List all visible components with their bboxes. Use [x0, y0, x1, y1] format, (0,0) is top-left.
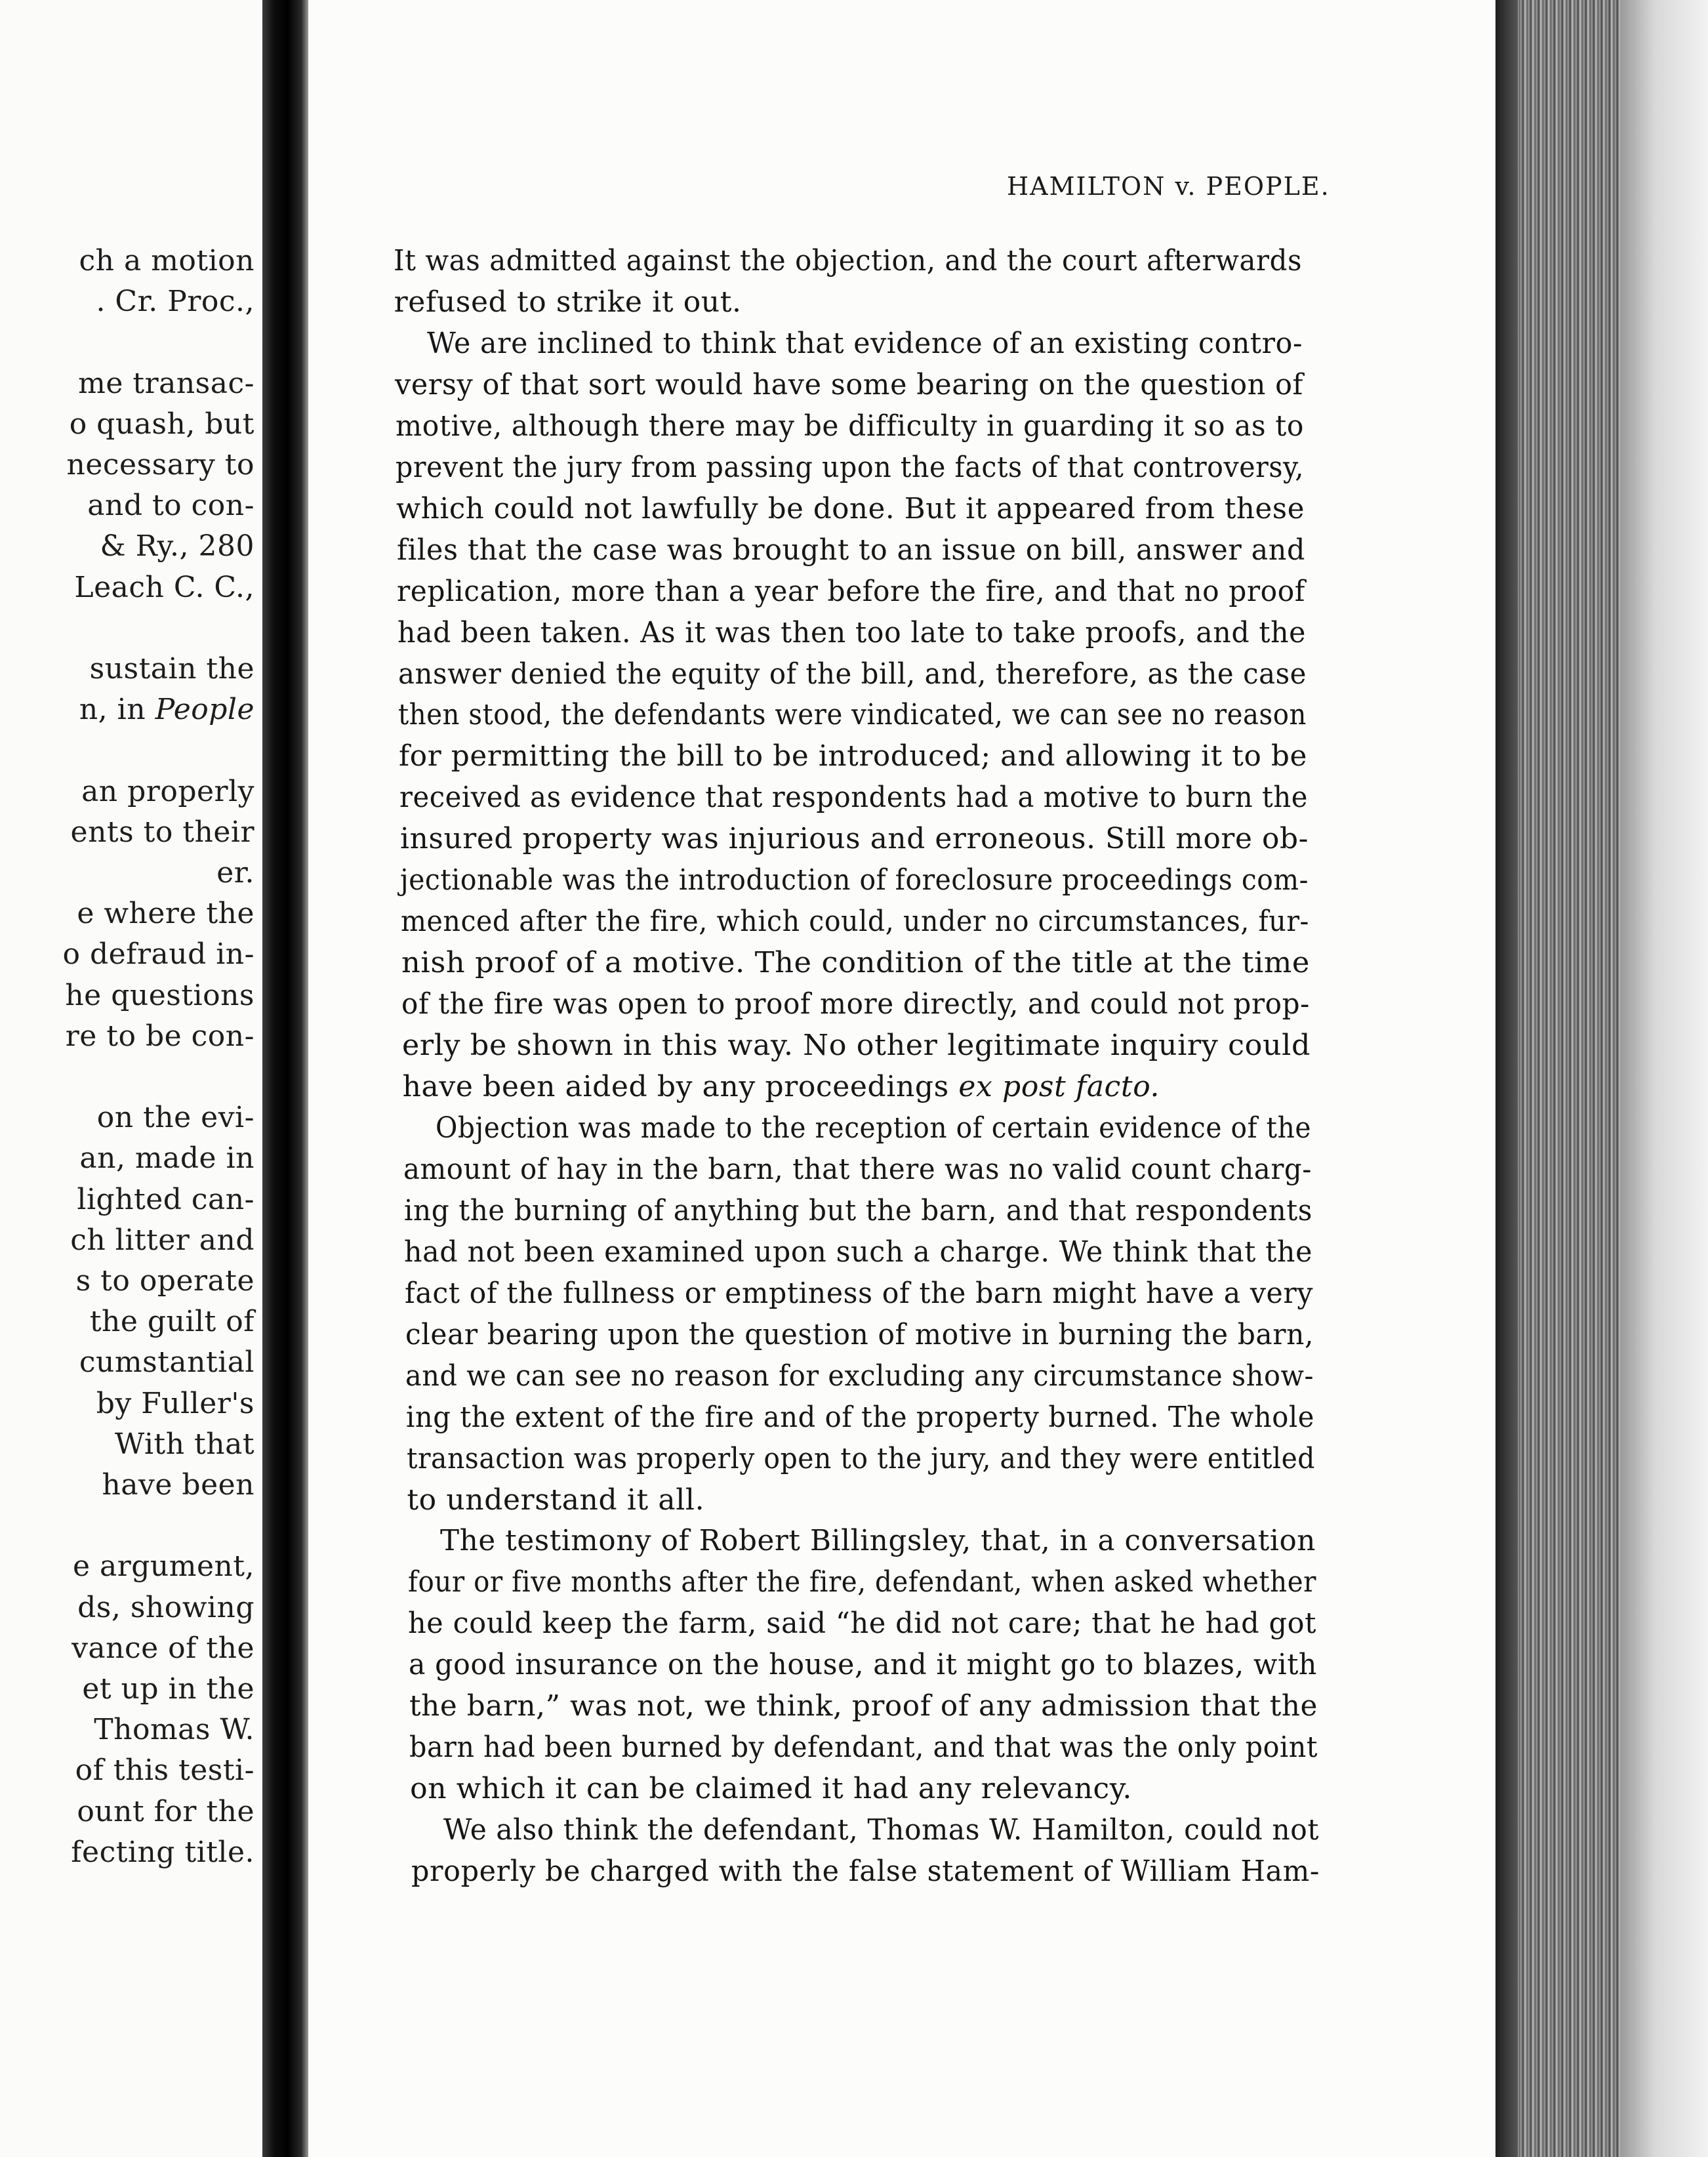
body-line: the barn,” was not, we think, proof of any admission that the: [409, 1689, 1318, 1723]
body-line: for permitting the bill to be introduced; and allowing it to be: [399, 739, 1308, 773]
body-line: nish proof of a motive. The condition of the title at the time: [401, 946, 1310, 980]
left-page-line: of this testi-: [75, 1754, 254, 1788]
left-page-line: fecting title.: [71, 1835, 254, 1869]
paragraph-first-line: We also think the defendant, Thomas W. Hamilton, could not: [443, 1813, 1319, 1847]
body-line: files that the case was brought to an issue on bill, answer and: [396, 533, 1305, 567]
body-line: received as evidence that respondents had a motive to burn the: [399, 781, 1308, 815]
left-page-line: o quash, but: [69, 407, 254, 441]
body-line: answer denied the equity of the bill, and, therefore, as the case: [397, 657, 1307, 691]
left-page-line: an properly: [81, 774, 254, 808]
left-page-line: o defraud in-: [62, 937, 254, 972]
page-edge-shadow: [1495, 0, 1518, 2157]
binding-gutter: [262, 0, 308, 2157]
body-line: amount of hay in the barn, that there was no valid count charg-: [403, 1152, 1312, 1186]
left-page-line: lighted can-: [77, 1182, 254, 1216]
left-page-line: et up in the: [82, 1672, 254, 1706]
body-line: menced after the fire, which could, under no circumstances, fur-: [400, 905, 1309, 939]
body-line: transaction was properly open to the jury, and they were entitled: [406, 1441, 1315, 1475]
left-page-line: & Ry., 280: [100, 529, 254, 564]
left-page-line: ch litter and: [70, 1223, 254, 1257]
left-page-line: Leach C. C.,: [74, 570, 254, 604]
body-line: versy of that sort would have some bearing on the question of: [395, 367, 1304, 401]
paragraph-first-line: We are inclined to think that evidence of an existing contro-: [427, 326, 1303, 360]
body-line: had been taken. As it was then too late to take proofs, and the: [397, 615, 1307, 649]
left-page-line: . Cr. Proc.,: [96, 285, 254, 319]
body-line: four or five months after the fire, defendant, when asked whether: [407, 1565, 1316, 1599]
body-line: had not been examined upon such a charge. We think that the: [404, 1235, 1313, 1269]
body-line: ing the extent of the fire and of the property burned. The whole: [406, 1400, 1315, 1434]
left-page-line: have been: [102, 1468, 254, 1502]
body-line: replication, more than a year before the fire, and that no proof: [397, 574, 1306, 608]
body-line: insured property was injurious and erroneous. Still more ob-: [399, 822, 1309, 856]
body-line: prevent the jury from passing upon the facts of that controversy,: [396, 450, 1305, 484]
body-line: and we can see no reason for excluding any circumstance show-: [405, 1359, 1314, 1393]
left-page-line: ents to their: [70, 815, 254, 849]
body-line: a good insurance on the house, and it might go to blazes, with: [409, 1648, 1318, 1682]
left-page-line: necessary to: [66, 448, 254, 482]
left-page-line: With that: [115, 1427, 254, 1461]
left-page-line: ch a motion: [79, 244, 254, 277]
body-line: properly be charged with the false statement of William Ham-: [411, 1855, 1320, 1889]
left-page-line: the guilt of: [89, 1305, 254, 1339]
left-page-line: s to operate: [75, 1264, 254, 1298]
body-line: clear bearing upon the question of motive in burning the barn,: [405, 1317, 1314, 1351]
main-page: [308, 0, 1495, 2157]
body-line: he could keep the farm, said “he did not care; that he had got: [408, 1607, 1317, 1641]
left-page-line: Thomas W.: [94, 1713, 254, 1747]
body-line: then stood, the defendants were vindicated, we can see no reason: [398, 698, 1307, 732]
left-page-line: sustain the: [89, 652, 254, 686]
body-line: to understand it all.: [407, 1483, 705, 1517]
body-line: motive, although there may be difficulty in guarding it so as to: [395, 409, 1304, 443]
left-page-line: and to con-: [87, 489, 254, 523]
left-page-line: e argument,: [72, 1550, 254, 1584]
left-page-line: on the evi-: [96, 1101, 254, 1135]
page-edge-highlight: [1620, 0, 1708, 2157]
body-line: fact of the fullness or emptiness of the barn might have a very: [405, 1276, 1313, 1310]
left-page-line: e where the: [77, 897, 254, 931]
left-page-line: ds, showing: [77, 1590, 254, 1624]
body-line: erly be shown in this way. No other legitimate inquiry could: [401, 1029, 1311, 1063]
body-line: on which it can be claimed it had any relevancy.: [410, 1772, 1133, 1806]
body-line: which could not lawfully be done. But it appeared from these: [396, 491, 1305, 525]
left-page-line: vance of the: [71, 1631, 254, 1665]
left-page-line: an, made in: [79, 1141, 254, 1176]
body-line: jectionable was the introduction of foreclosure proceedings com-: [400, 863, 1309, 897]
italic-latin-phrase: ex post facto.: [958, 1070, 1160, 1103]
body-line: of the fire was open to proof more directly, and could not prop-: [401, 987, 1311, 1021]
paragraph-first-line: The testimony of Robert Billingsley, that, in a conversation: [440, 1524, 1316, 1558]
left-page-line: er.: [216, 856, 254, 890]
body-line: ing the burning of anything but the barn, and that respondents: [403, 1193, 1312, 1227]
body-line: It was admitted against the objection, and the court afterwards: [394, 244, 1302, 277]
running-head: HAMILTON v. PEOPLE.: [1007, 172, 1330, 201]
left-page-line: cumstantial: [79, 1346, 254, 1380]
left-page-line: me transac-: [78, 366, 254, 400]
left-page-line: n, in People: [79, 693, 254, 727]
left-facing-page: [0, 0, 262, 2157]
paragraph-first-line: Objection was made to the reception of certain evidence of the: [436, 1111, 1312, 1145]
left-page-line: he questions: [65, 978, 254, 1012]
left-page-line: re to be con-: [65, 1019, 254, 1053]
body-line: barn had been burned by defendant, and that was the only point: [409, 1731, 1318, 1765]
body-line: have been aided by any proceedings ex post facto.: [402, 1070, 1160, 1103]
left-page-line: by Fuller's: [96, 1386, 254, 1420]
left-page-line: ount for the: [77, 1794, 254, 1828]
body-line: refused to strike it out.: [394, 285, 742, 319]
